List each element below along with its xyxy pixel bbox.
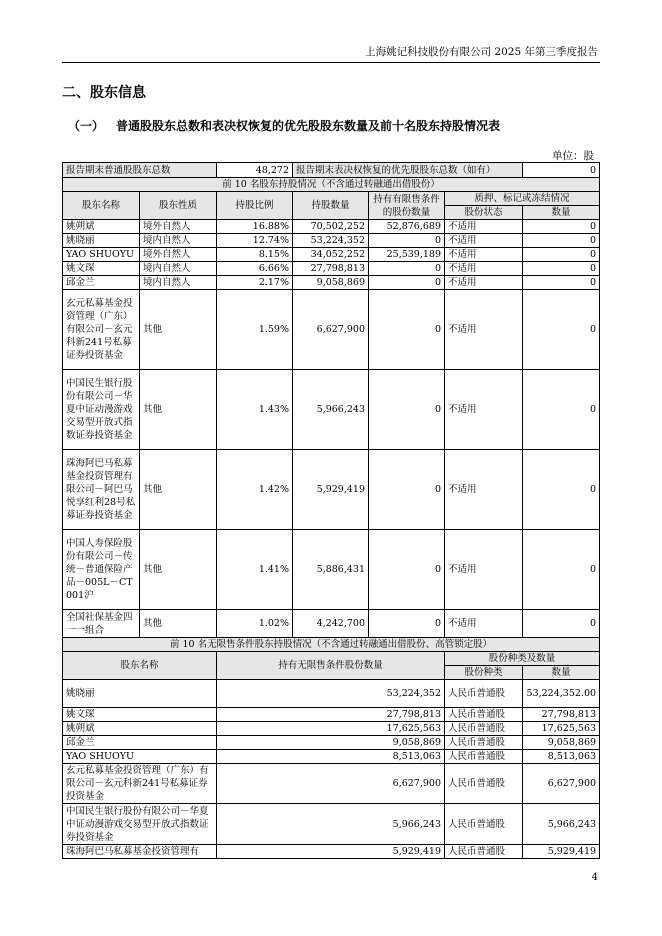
shareholder-name: 玄元私募基金投资管理（广东）有限公司－玄元科新241号私募证券投资基金	[63, 290, 140, 370]
shareholder-nature: 其他	[140, 290, 217, 370]
shareholder-nature: 境内自然人	[140, 262, 217, 276]
u-share-type-qty: 17,625,563	[523, 722, 600, 736]
holding-shares: 70,502,252	[293, 220, 369, 234]
u-shareholder-name: YAO SHUOYU	[63, 750, 217, 764]
shareholder-name: 姚晓丽	[63, 234, 140, 248]
pledge-qty: 0	[523, 610, 600, 638]
restricted-shares: 0	[369, 262, 445, 276]
unrestricted-caption-row	[63, 638, 600, 652]
pledge-status: 不适用	[445, 290, 523, 370]
holding-shares: 5,929,419	[293, 450, 369, 530]
section-title: 二、股东信息	[62, 85, 146, 101]
u-share-type-qty: 6,627,900	[523, 764, 600, 804]
u-shareholder-name: 邱金兰	[63, 736, 217, 750]
pref-holders-label: 报告期末表决权恢复的优先股股东总数（如有）	[293, 163, 523, 178]
unrestricted-caption: 前 10 名无限售条件股东持股情况（不含通过转融通出借股份、高管锁定股）	[63, 638, 600, 652]
u-share-type: 人民币普通股	[445, 736, 523, 750]
top10-row	[63, 610, 600, 638]
col-name-header: 股东名称	[63, 192, 140, 220]
top10-row	[63, 370, 600, 450]
pledge-status: 不适用	[445, 276, 523, 290]
shareholder-nature: 其他	[140, 450, 217, 530]
pledge-status: 不适用	[445, 234, 523, 248]
shareholder-name: YAO SHUOYU	[63, 248, 140, 262]
u-share-type: 人民币普通股	[445, 845, 523, 859]
restricted-shares: 0	[369, 234, 445, 248]
pledge-status: 不适用	[445, 262, 523, 276]
holding-ratio: 16.88%	[217, 220, 293, 234]
top10-row	[63, 248, 600, 262]
holding-ratio: 6.66%	[217, 262, 293, 276]
col-pledge-status-header: 股份状态	[445, 206, 523, 220]
total-holders-value: 48,272	[217, 163, 293, 178]
u-col-qty-header: 持有无限售条件股份数量	[217, 652, 445, 680]
u-share-type-qty: 5,929,419	[523, 845, 600, 859]
u-shareholder-name: 珠海阿巴马私募基金投资管理有	[63, 845, 217, 859]
shareholder-nature: 境外自然人	[140, 248, 217, 262]
u-unrestricted-qty: 9,058,869	[217, 736, 445, 750]
restricted-shares: 0	[369, 370, 445, 450]
top10-row	[63, 262, 600, 276]
unit-label: 单位：股	[552, 150, 594, 162]
top10-row	[63, 220, 600, 234]
pledge-qty: 0	[523, 248, 600, 262]
shareholder-nature: 境内自然人	[140, 234, 217, 248]
shareholder-name: 全国社保基金四一一组合	[63, 610, 140, 638]
restricted-shares: 0	[369, 290, 445, 370]
col-pledge-group-header: 质押、标记或冻结情况	[445, 192, 600, 206]
u-unrestricted-qty: 5,966,243	[217, 804, 445, 845]
subsection-title	[68, 117, 500, 134]
top10-row	[63, 290, 600, 370]
shareholder-name: 邱金兰	[63, 276, 140, 290]
shareholder-name: 珠海阿巴马私募基金投资管理有限公司－阿巴马悦享红利28号私募证券投资基金	[63, 450, 140, 530]
holding-shares: 34,052,252	[293, 248, 369, 262]
page-number: 4	[591, 872, 598, 883]
shareholder-nature: 其他	[140, 610, 217, 638]
unrestricted-row	[63, 680, 600, 708]
holding-ratio: 2.17%	[217, 276, 293, 290]
u-shareholder-name: 姚文琛	[63, 708, 217, 722]
u-unrestricted-qty: 27,798,813	[217, 708, 445, 722]
col-restricted-header: 持有有限售条件的股份数量	[369, 192, 445, 220]
shareholder-name: 中国民生银行股份有限公司－华夏中证动漫游戏交易型开放式指数证券投资基金	[63, 370, 140, 450]
header-rule	[62, 62, 600, 63]
u-share-type: 人民币普通股	[445, 722, 523, 736]
top10-row	[63, 234, 600, 248]
shareholder-nature: 其他	[140, 530, 217, 610]
pledge-qty: 0	[523, 262, 600, 276]
u-share-type-qty: 27,798,813	[523, 708, 600, 722]
u-share-type: 人民币普通股	[445, 750, 523, 764]
unrestricted-row	[63, 845, 600, 859]
holding-ratio: 12.74%	[217, 234, 293, 248]
pledge-status: 不适用	[445, 370, 523, 450]
col-ratio-header: 持股比例	[217, 192, 293, 220]
u-shareholder-name: 姚朔斌	[63, 722, 217, 736]
u-shareholder-name: 姚晓丽	[63, 680, 217, 708]
u-share-type: 人民币普通股	[445, 680, 523, 708]
pledge-status: 不适用	[445, 610, 523, 638]
u-share-type: 人民币普通股	[445, 804, 523, 845]
top10-row	[63, 450, 600, 530]
unrestricted-row	[63, 708, 600, 722]
top10-row	[63, 276, 600, 290]
pledge-qty: 0	[523, 234, 600, 248]
u-share-type-qty: 5,966,243	[523, 804, 600, 845]
u-col-type-qty-header: 数量	[523, 666, 600, 680]
subsection-text: 普通股股东总数和表决权恢复的优先股股东数量及前十名股东持股情况表	[116, 119, 501, 133]
u-unrestricted-qty: 5,929,419	[217, 845, 445, 859]
unrestricted-header-row	[63, 652, 600, 666]
shareholder-nature: 境外自然人	[140, 220, 217, 234]
holding-ratio: 8.15%	[217, 248, 293, 262]
restricted-shares: 25,539,189	[369, 248, 445, 262]
u-share-type-qty: 53,224,352.00	[523, 680, 600, 708]
holding-shares: 27,798,813	[293, 262, 369, 276]
subsection-number: （一）	[68, 119, 105, 133]
unrestricted-row	[63, 736, 600, 750]
col-pledge-qty-header: 数量	[523, 206, 600, 220]
unrestricted-row	[63, 722, 600, 736]
shareholder-name: 姚朔斌	[63, 220, 140, 234]
u-col-type-group-header: 股份种类及数量	[445, 652, 600, 666]
pledge-qty: 0	[523, 370, 600, 450]
u-unrestricted-qty: 6,627,900	[217, 764, 445, 804]
report-header: 上海姚记科技股份有限公司 2025 年第三季度报告	[365, 46, 598, 58]
holding-shares: 4,242,700	[293, 610, 369, 638]
shareholder-nature: 其他	[140, 370, 217, 450]
u-unrestricted-qty: 17,625,563	[217, 722, 445, 736]
restricted-shares: 0	[369, 610, 445, 638]
pledge-status: 不适用	[445, 530, 523, 610]
holding-ratio: 1.59%	[217, 290, 293, 370]
unrestricted-row	[63, 804, 600, 845]
u-unrestricted-qty: 53,224,352	[217, 680, 445, 708]
pledge-qty: 0	[523, 290, 600, 370]
pledge-qty: 0	[523, 276, 600, 290]
restricted-shares: 52,876,689	[369, 220, 445, 234]
u-unrestricted-qty: 8,513,063	[217, 750, 445, 764]
total-holders-label: 报告期末普通股股东总数	[63, 163, 217, 178]
summary-row	[63, 163, 600, 178]
holding-shares: 53,224,352	[293, 234, 369, 248]
u-share-type-qty: 8,513,063	[523, 750, 600, 764]
u-share-type: 人民币普通股	[445, 764, 523, 804]
top10-header-row	[63, 192, 600, 206]
u-share-type-qty: 9,058,869	[523, 736, 600, 750]
u-col-type-header: 股份种类	[445, 666, 523, 680]
col-shares-header: 持股数量	[293, 192, 369, 220]
shareholder-table	[62, 162, 600, 859]
pref-holders-value: 0	[523, 163, 600, 178]
u-shareholder-name: 玄元私募基金投资管理（广东）有限公司－玄元科新241号私募证券投资基金	[63, 764, 217, 804]
top10-caption-row	[63, 178, 600, 192]
restricted-shares: 0	[369, 530, 445, 610]
shareholder-name: 姚文琛	[63, 262, 140, 276]
holding-ratio: 1.41%	[217, 530, 293, 610]
shareholder-nature: 境内自然人	[140, 276, 217, 290]
holding-shares: 9,058,869	[293, 276, 369, 290]
unrestricted-row	[63, 764, 600, 804]
restricted-shares: 0	[369, 450, 445, 530]
pledge-status: 不适用	[445, 220, 523, 234]
holding-shares: 6,627,900	[293, 290, 369, 370]
holding-ratio: 1.42%	[217, 450, 293, 530]
pledge-qty: 0	[523, 220, 600, 234]
top10-caption: 前 10 名股东持股情况（不含通过转融通出借股份）	[63, 178, 600, 192]
col-nature-header: 股东性质	[140, 192, 217, 220]
holding-ratio: 1.43%	[217, 370, 293, 450]
pledge-status: 不适用	[445, 450, 523, 530]
unrestricted-row	[63, 750, 600, 764]
pledge-qty: 0	[523, 450, 600, 530]
pledge-status: 不适用	[445, 248, 523, 262]
pledge-qty: 0	[523, 530, 600, 610]
u-col-name-header: 股东名称	[63, 652, 217, 680]
holding-ratio: 1.02%	[217, 610, 293, 638]
u-share-type: 人民币普通股	[445, 708, 523, 722]
shareholder-name: 中国人寿保险股份有限公司－传统－普通保险产品－005L－CT001沪	[63, 530, 140, 610]
u-shareholder-name: 中国民生银行股份有限公司－华夏中证动漫游戏交易型开放式指数证券投资基金	[63, 804, 217, 845]
restricted-shares: 0	[369, 276, 445, 290]
top10-row	[63, 530, 600, 610]
holding-shares: 5,886,431	[293, 530, 369, 610]
holding-shares: 5,966,243	[293, 370, 369, 450]
